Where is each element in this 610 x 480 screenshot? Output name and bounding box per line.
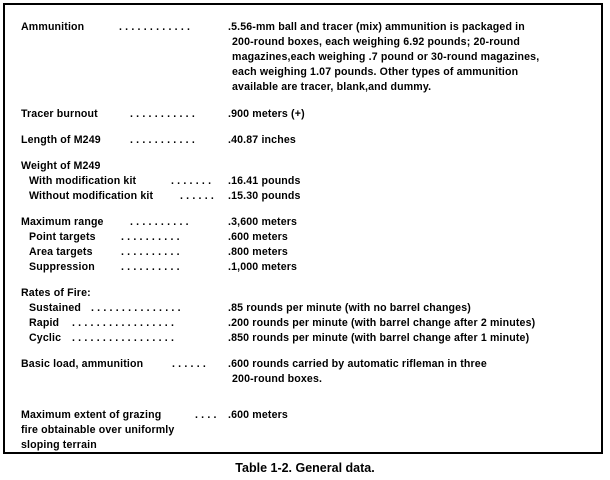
ammunition-label: Ammunition bbox=[21, 21, 85, 33]
basic-load-label: Basic load, ammunition bbox=[21, 358, 144, 370]
ammunition-leader: . . . . . . . . . . . . bbox=[119, 21, 191, 33]
range-subrow-value: .1,000 meters bbox=[228, 261, 298, 273]
rate-subrow-leader: . . . . . . . . . . . . . . . bbox=[91, 302, 181, 314]
basic-load-value-line: 200-round boxes. bbox=[232, 373, 323, 385]
grazing-fire-label-line: fire obtainable over uniformly bbox=[21, 424, 175, 436]
weight-subrow-value: .16.41 pounds bbox=[228, 175, 301, 187]
grazing-fire-leader: . . . . bbox=[195, 409, 217, 421]
weight-subrow-leader: . . . . . . . bbox=[171, 175, 212, 187]
range-subrow-leader: . . . . . . . . . . bbox=[121, 261, 180, 273]
rate-subrow-label: Cyclic bbox=[29, 332, 62, 344]
rate-subrow-label: Rapid bbox=[29, 317, 60, 329]
tracer-burnout-leader: . . . . . . . . . . . bbox=[130, 108, 195, 120]
range-subrow-leader: . . . . . . . . . . bbox=[121, 246, 180, 258]
ammunition-value-line: available are tracer, blank,and dummy. bbox=[232, 81, 432, 93]
rate-subrow-value: .850 rounds per minute (with barrel change after 1 minute) bbox=[228, 332, 530, 344]
max-range-leader: . . . . . . . . . . bbox=[130, 216, 189, 228]
weight-subrow-value: .15.30 pounds bbox=[228, 190, 301, 202]
range-subrow-value: .600 meters bbox=[228, 231, 288, 243]
weight-subrow-label: Without modification kit bbox=[29, 190, 154, 202]
rate-subrow-value: .85 rounds per minute (with no barrel changes) bbox=[228, 302, 471, 314]
rate-subrow-leader: . . . . . . . . . . . . . . . . . bbox=[72, 317, 175, 329]
range-subrow-value: .800 meters bbox=[228, 246, 288, 258]
grazing-fire-label-line: Maximum extent of grazing bbox=[21, 409, 162, 421]
rate-subrow-label: Sustained bbox=[29, 302, 81, 314]
weight-subrow-leader: . . . . . . bbox=[180, 190, 215, 202]
grazing-fire-label-line: sloping terrain bbox=[21, 439, 97, 451]
length-label: Length of M249 bbox=[21, 134, 101, 146]
ammunition-value-line: each weighing 1.07 pounds. Other types of ammunition bbox=[232, 66, 519, 78]
basic-load-value-line: .600 rounds carried by automatic rifleman in three bbox=[228, 358, 487, 370]
ammunition-value-line: 200-round boxes, each weighing 6.92 pounds; 20-round bbox=[232, 36, 520, 48]
rates-of-fire-label: Rates of Fire: bbox=[21, 287, 91, 299]
range-subrow-label: Area targets bbox=[29, 246, 93, 258]
weight-subrow-label: With modification kit bbox=[29, 175, 137, 187]
max-range-value: .3,600 meters bbox=[228, 216, 298, 228]
range-subrow-label: Suppression bbox=[29, 261, 95, 273]
length-value: .40.87 inches bbox=[228, 134, 296, 146]
ammunition-value-line: magazines,each weighing .7 pound or 30-round magazines, bbox=[232, 51, 540, 63]
rate-subrow-leader: . . . . . . . . . . . . . . . . . bbox=[72, 332, 175, 344]
ammunition-value-line: .5.56-mm ball and tracer (mix) ammunition is packaged in bbox=[228, 21, 525, 33]
grazing-fire-value: .600 meters bbox=[228, 409, 288, 421]
table-caption: Table 1-2. General data. bbox=[235, 461, 375, 475]
tracer-burnout-label: Tracer burnout bbox=[21, 108, 98, 120]
range-subrow-leader: . . . . . . . . . . bbox=[121, 231, 180, 243]
length-leader: . . . . . . . . . . . bbox=[130, 134, 195, 146]
weight-label: Weight of M249 bbox=[21, 160, 101, 172]
tracer-burnout-value: .900 meters (+) bbox=[228, 108, 305, 120]
range-subrow-label: Point targets bbox=[29, 231, 96, 243]
rate-subrow-value: .200 rounds per minute (with barrel change after 2 minutes) bbox=[228, 317, 536, 329]
max-range-label: Maximum range bbox=[21, 216, 104, 228]
general-data-table bbox=[3, 3, 603, 454]
basic-load-leader: . . . . . . bbox=[172, 358, 207, 370]
